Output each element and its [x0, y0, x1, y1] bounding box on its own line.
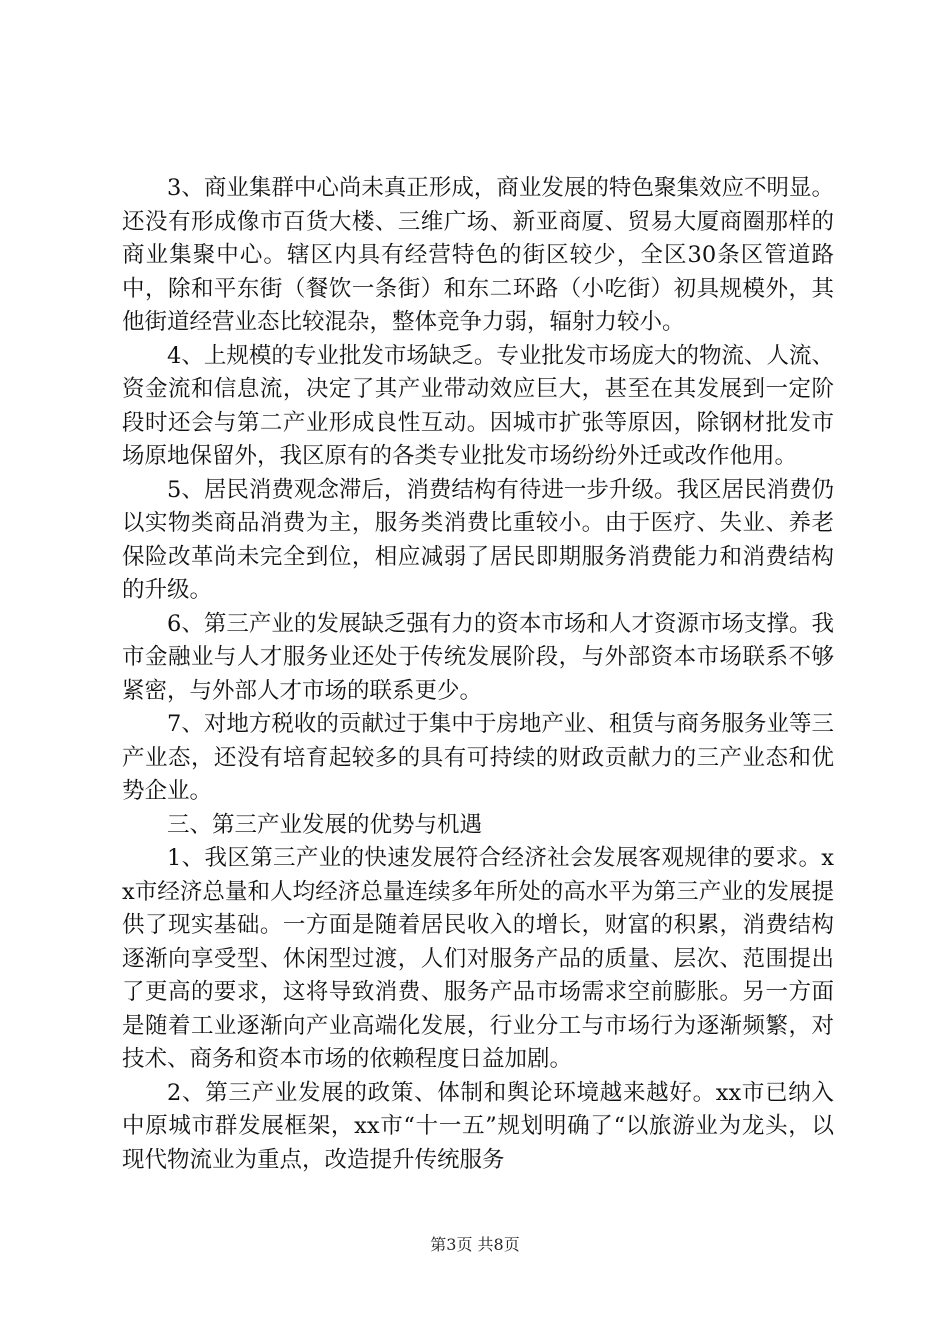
page-total: 共8页 — [477, 1235, 520, 1254]
paragraph-item-7: 7、对地方税收的贡献过于集中于房地产业、租赁与商务服务业等三产业态，还没有培育起较多的具有可持续的财政贡献力的三产业态和优势企业。 — [122, 711, 834, 804]
paragraph-advantage-1: 1、我区第三产业的快速发展符合经济社会发展客观规律的要求。xx市经济总量和人均经济总量连续多年所处的高水平为第三产业的发展提供了现实基础。一方面是随着居民收入的增长，财富的积累，消费结构逐渐向享受型、休闲型过渡，人们对服务产品的质量、层次、范围提出了更高的要求，这将导致消费、服务产品市场需求空前膨胀。另一方面是随着工业逐渐向产业高端化发展，行业分工与市场行为逐渐频繁，对技术、商务和资本市场的依赖程度日益加剧。 — [122, 845, 834, 1072]
paragraph-item-6: 6、第三产业的发展缺乏强有力的资本市场和人才资源市场支撑。我市金融业与人才服务业还处于传统发展阶段，与外部资本市场联系不够紧密，与外部人才市场的联系更少。 — [122, 610, 834, 704]
page-number: 第3页 — [430, 1235, 473, 1254]
document-body — [122, 172, 834, 1177]
paragraph-item-5: 5、居民消费观念滞后，消费结构有待进一步升级。我区居民消费仍以实物类商品消费为主，服务类消费比重较小。由于医疗、失业、养老保险改革尚未完全到位，相应减弱了居民即期服务消费能力和消费结构的升级。 — [122, 476, 834, 603]
page-footer — [0, 1232, 950, 1255]
section-heading-3: 三、第三产业发展的优势与机遇 — [167, 811, 483, 838]
paragraph-item-4: 4、上规模的专业批发市场缺乏。专业批发市场庞大的物流、人流、资金流和信息流，决定了其产业带动效应巨大，甚至在其发展到一定阶段时还会与第二产业形成良性互动。因城市扩张等原因，除钢材批发市场原地保留外，我区原有的各类专业批发市场纷纷外迁或改作他用。 — [122, 342, 834, 469]
paragraph-advantage-2: 2、第三产业发展的政策、体制和舆论环境越来越好。xx市已纳入中原城市群发展框架，xx市“十一五”规划明确了“以旅游业为龙头，以现代物流业为重点，改造提升传统服务 — [122, 1079, 834, 1173]
paragraph-item-3: 3、商业集群中心尚未真正形成，商业发展的特色聚集效应不明显。还没有形成像市百货大楼、三维广场、新亚商厦、贸易大厦商圈那样的商业集聚中心。辖区内具有经营特色的街区较少，全区30条区管道路中，除和平东街（餐饮一条街）和东二环路（小吃街）初具规模外，其他街道经营业态比较混杂，整体竞争力弱，辐射力较小。 — [122, 175, 834, 335]
